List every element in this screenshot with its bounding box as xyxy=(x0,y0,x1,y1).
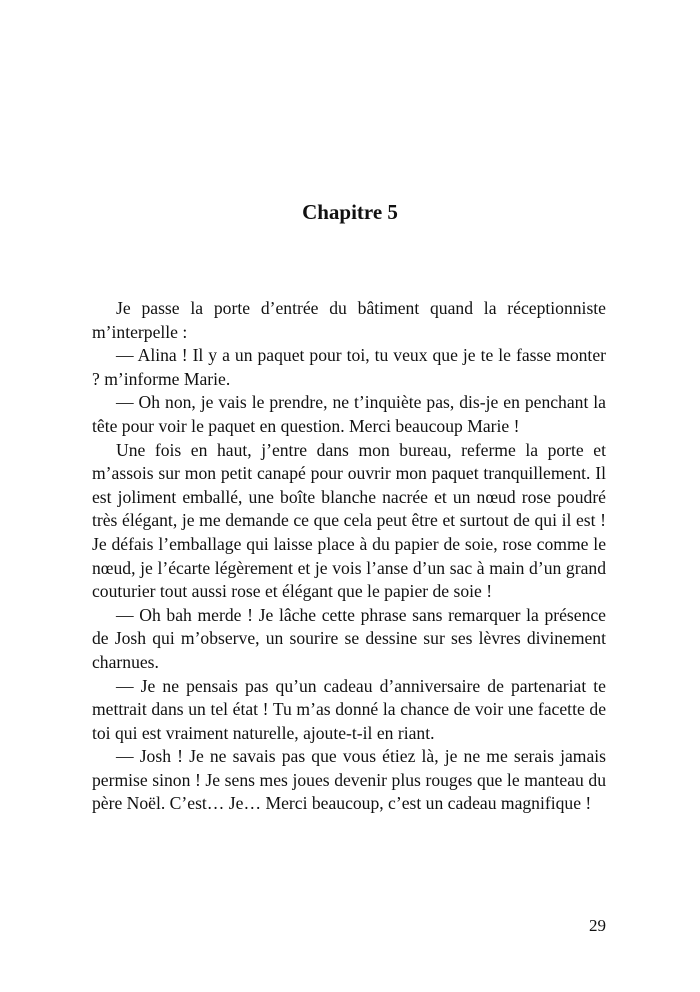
paragraph: — Je ne pensais pas qu’un cadeau d’anniversaire de partenariat te mettrait dans un tel état ! Tu m’as donné la chance de voir une facette de toi qui est vraiment naturelle, ajoute-t-il en riant. xyxy=(92,675,606,743)
paragraph: — Josh ! Je ne savais pas que vous étiez là, je ne me serais jamais permise sinon ! Je sens mes joues devenir plus rouges que le manteau du père Noël. C’est… Je… Merci beaucoup, c’est un cadeau magnifique ! xyxy=(92,746,606,814)
paragraph: — Oh non, je vais le prendre, ne t’inquiète pas, dis-je en penchant la tête pour voir le paquet en question. Merci beaucoup Marie ! xyxy=(92,392,606,436)
paragraph: Je passe la porte d’entrée du bâtiment quand la réceptionniste m’interpelle : xyxy=(92,298,606,342)
paragraph: — Oh bah merde ! Je lâche cette phrase sans remarquer la présence de Josh qui m’observe, un sourire se dessine sur ses lèvres divinement charnues. xyxy=(92,604,606,672)
page-number: 29 xyxy=(589,916,606,935)
chapter-title: Chapitre 5 xyxy=(302,200,398,224)
paragraph: Une fois en haut, j’entre dans mon bureau, referme la porte et m’assois sur mon petit canapé pour ouvrir mon paquet tranquillement. Il est joliment emballé, une boîte blanche nacrée et un nœud rose poudré très élégant, je me demande ce que cela peut être et surtout de qui il est ! Je défais l’emballage qui laisse place à du papier de soie, rose comme le nœud, je l’écarte légèrement et je vois l’anse d’un sac à main d’un grand couturier tout aussi rose et élégant que le papier de soie ! xyxy=(92,439,606,602)
chapter-body xyxy=(92,297,606,816)
paragraph: — Alina ! Il y a un paquet pour toi, tu veux que je te le fasse monter ? m’informe Marie. xyxy=(92,345,606,389)
